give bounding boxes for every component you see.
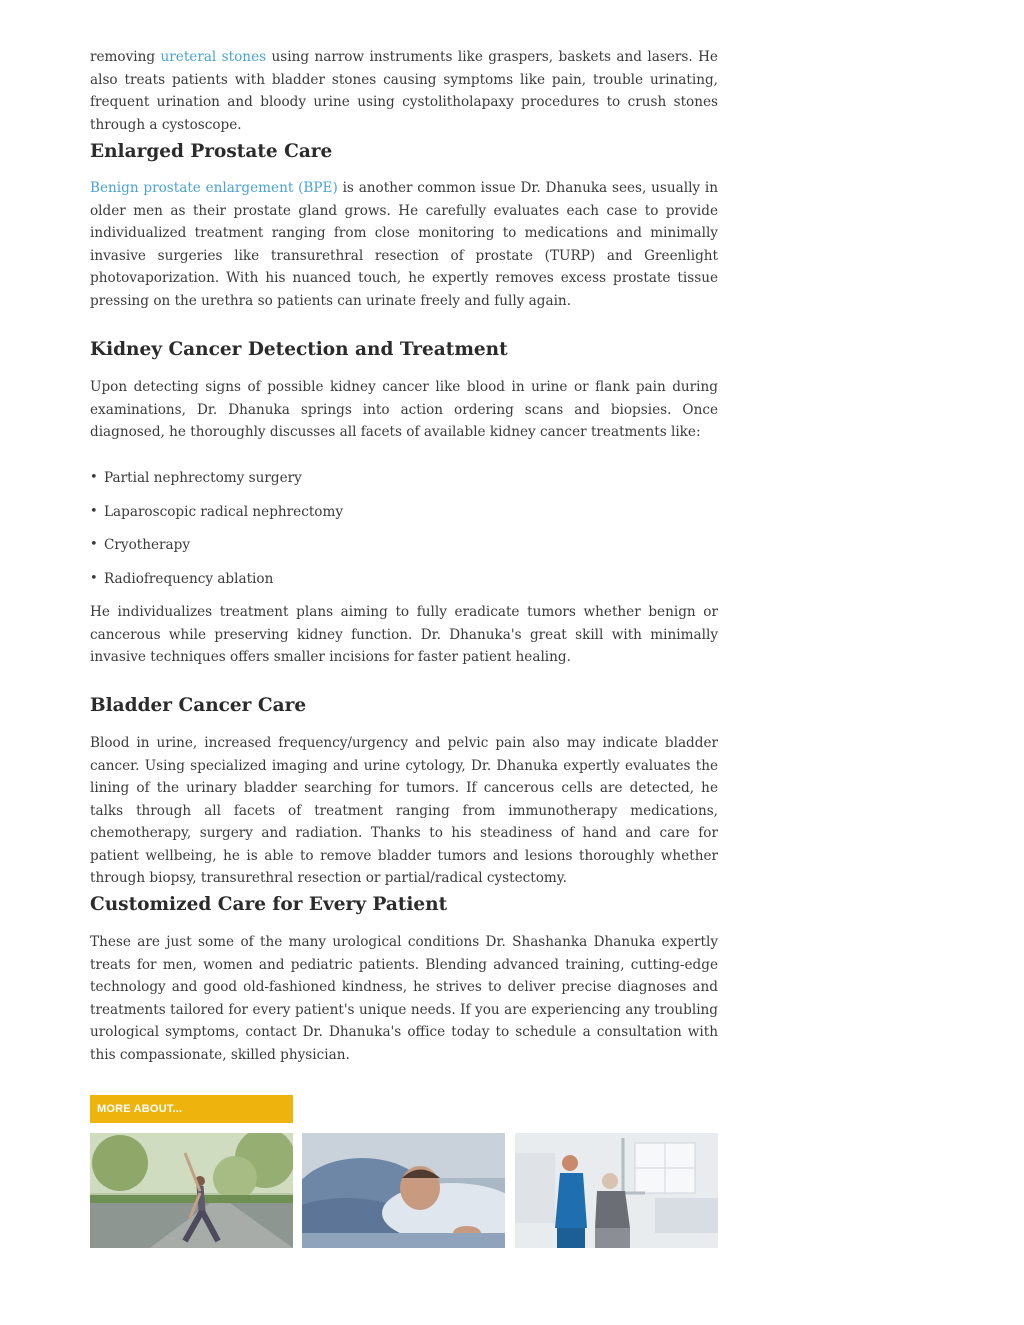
list-item: • Cryotherapy (90, 534, 718, 568)
bladder-section (90, 694, 718, 718)
kidney-outro-block (90, 601, 718, 669)
intro-paragraph (90, 46, 718, 136)
list-item: • Partial nephrectomy surgery (90, 467, 718, 501)
list-item: • Radiofrequency ablation (90, 568, 718, 602)
prostate-body (90, 177, 718, 312)
stretching-woman-image (90, 1133, 293, 1248)
kidney-intro-paragraph: Upon detecting signs of possible kidney cancer like blood in urine or flank pain during examinations, Dr. Dhanuka springs into action ordering scans and biopsies. Once diagnosed, he thoroughly discusses all facets of available kidney cancer treatments like: (90, 379, 718, 440)
kidney-intro-block (90, 376, 718, 444)
bladder-heading: Bladder Cancer Care (90, 695, 307, 716)
nurse-helping-patient-image (515, 1133, 718, 1248)
related-article-thumb-stretching[interactable] (90, 1133, 293, 1248)
intro-text-end: using narrow instruments like graspers, baskets and lasers. He also treats patients with bladder stones causing symptoms like pain, trouble urinating, frequent urination and bloody urine using cystolitholapaxy procedures to crush stones through a cystoscope. (90, 49, 718, 133)
kidney-outro-paragraph: He individualizes treatment plans aiming to fully eradicate tumors whether benign or cancerous while preserving kidney function. Dr. Dhanuka's great skill with minimally invasive techniques offers smaller incisions for faster patient healing. (90, 604, 718, 665)
prostate-section (90, 140, 718, 164)
bladder-paragraph: Blood in urine, increased frequency/urgency and pelvic pain also may indicate bladder cancer. Using specialized imaging and urine cytology, Dr. Dhanuka expertly evaluates the lining of the urinary bladder searching for tumors. If cancerous cells are detected, he talks through all facets of treatment ranging from immunotherapy medications, chemotherapy, surgery and radiation. Thanks to his steadiness of hand and care for patient wellbeing, he is able to remove bladder tumors and lesions thoroughly whether through biopsy, transurethral resection or partial/radical cystectomy. (90, 735, 718, 886)
related-article-thumb-sleep[interactable] (302, 1133, 505, 1248)
sleeping-man-image (302, 1133, 505, 1248)
ureteral-stones-link[interactable]: ureteral stones (160, 49, 267, 65)
prostate-paragraph (90, 177, 718, 312)
custom-section (90, 893, 718, 917)
list-item: • Laparoscopic radical nephrectomy (90, 501, 718, 535)
intro-section (90, 46, 718, 136)
custom-paragraph: These are just some of the many urological conditions Dr. Shashanka Dhanuka expertly treats for men, women and pediatric patients. Blending advanced training, cutting-edge technology and good old-fashioned kindness, he strives to deliver precise diagnoses and treatments tailored for every patient's unique needs. If you are experiencing any troubling urological symptoms, contact Dr. Dhanuka's office today to schedule a consultation with this compassionate, skilled physician. (90, 934, 718, 1063)
intro-text-start: removing (90, 49, 161, 65)
prostate-text: is another common issue Dr. Dhanuka sees, usually in older men as their prostate gland grows. He carefully evaluates each case to provide individualized treatment ranging from close monitoring to medications and minimally invasive surgeries like transurethral resection of prostate (TURP) and Greenlight photovaporization. With his nuanced touch, he expertly removes excess prostate tissue pressing on the urethra so patients can urinate freely and fully again. (90, 180, 718, 309)
prostate-heading: Enlarged Prostate Care (90, 141, 333, 162)
kidney-treatment-list-block (90, 467, 718, 601)
kidney-treatment-list (90, 467, 718, 601)
kidney-section (90, 338, 718, 362)
custom-heading: Customized Care for Every Patient (90, 894, 448, 915)
kidney-heading: Kidney Cancer Detection and Treatment (90, 339, 508, 360)
bpe-link[interactable]: Benign prostate enlargement (BPE) (90, 180, 338, 196)
bladder-body (90, 732, 718, 890)
related-article-thumb-care[interactable] (515, 1133, 718, 1248)
more-about-header: MORE ABOUT... (90, 1095, 293, 1123)
custom-body (90, 931, 718, 1066)
